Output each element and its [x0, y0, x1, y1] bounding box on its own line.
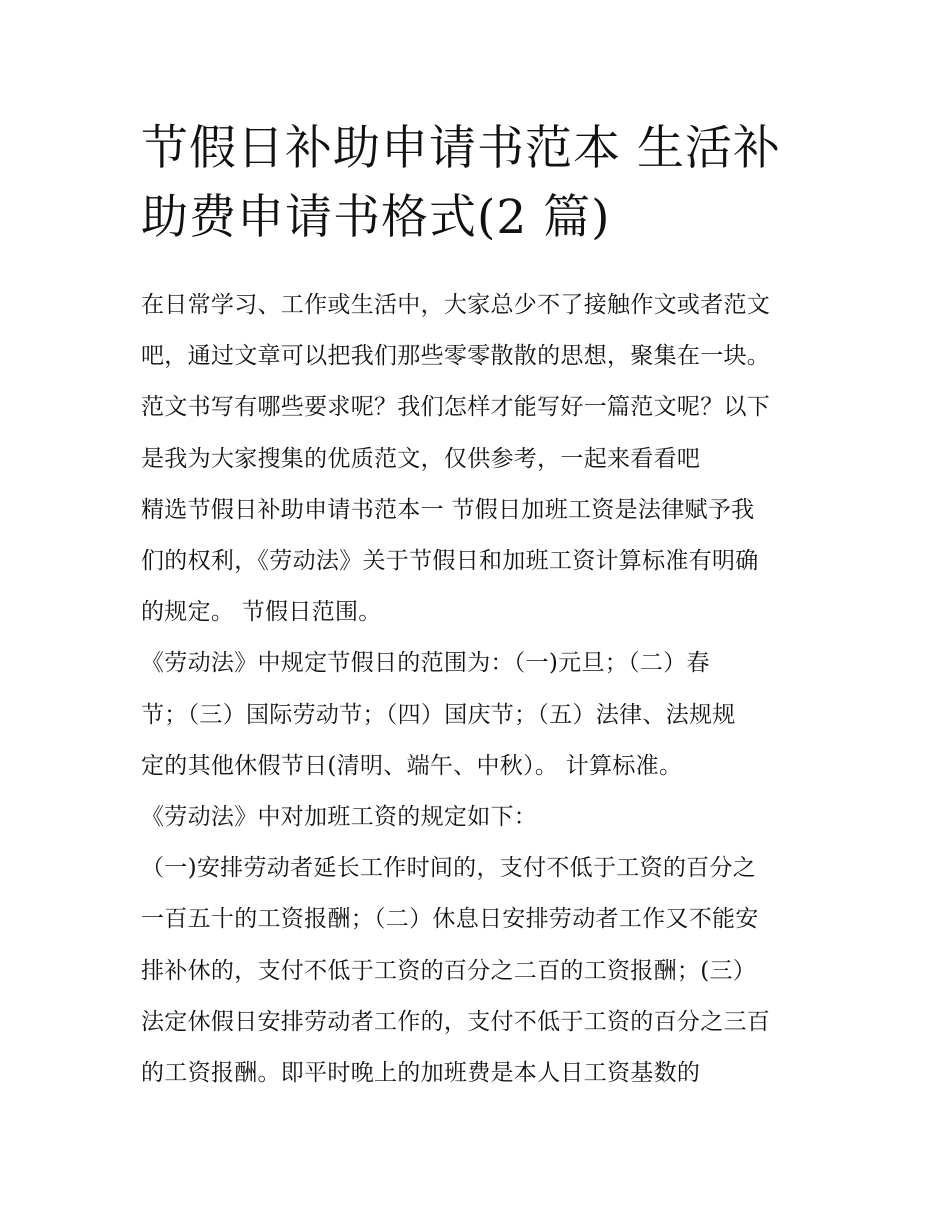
body-line: 精选节假日补助申请书范本一 节假日加班工资是法律赋予我 [141, 496, 755, 523]
body-line: 在日常学习、工作或生活中，大家总少不了接触作文或者范文 [141, 292, 771, 318]
body-line: 吧，通过文章可以把我们那些零零散散的思想，聚集在一块。 [141, 343, 771, 370]
body-line: 《劳动法》中规定节假日的范围为：（一)元旦；（二）春 [141, 650, 710, 677]
body-line: （一)安排劳动者延长工作时间的，支付不低于工资的百分之 [141, 855, 757, 882]
body-line: 是我为大家搜集的优质范文，仅供参考，一起来看看吧 [141, 445, 701, 472]
body-line: 的工资报酬。即平时晚上的加班费是本人日工资基数的 [141, 1060, 701, 1087]
document-body [141, 280, 831, 1099]
body-line: 《劳动法》中对加班工资的规定如下： [141, 804, 538, 831]
title-line: 助费申请书格式(2 篇) [141, 190, 611, 245]
body-line: 一百五十的工资报酬；（二）休息日安排劳动者工作又不能安 [141, 906, 759, 933]
document-title [141, 114, 821, 252]
body-line: 的规定。 节假日范围。 [141, 599, 382, 626]
body-line: 定的其他休假节日(清明、端午、中秋）。 计算标准。 [141, 752, 683, 779]
title-line: 节假日补助申请书范本 生活补 [141, 121, 781, 176]
body-line: 排补休的，支付不低于工资的百分之二百的工资报酬；(三） [141, 957, 757, 984]
body-line: 范文书写有哪些要求呢？我们怎样才能写好一篇范文呢？以下 [141, 394, 771, 421]
body-line: 节；（三）国际劳动节；（四）国庆节；（五）法律、法规规 [141, 701, 736, 728]
body-line: 们的权利，《劳动法》关于节假日和加班工资计算标准有明确 [141, 548, 759, 575]
body-line: 法定休假日安排劳动者工作的，支付不低于工资的百分之三百 [141, 1008, 771, 1035]
